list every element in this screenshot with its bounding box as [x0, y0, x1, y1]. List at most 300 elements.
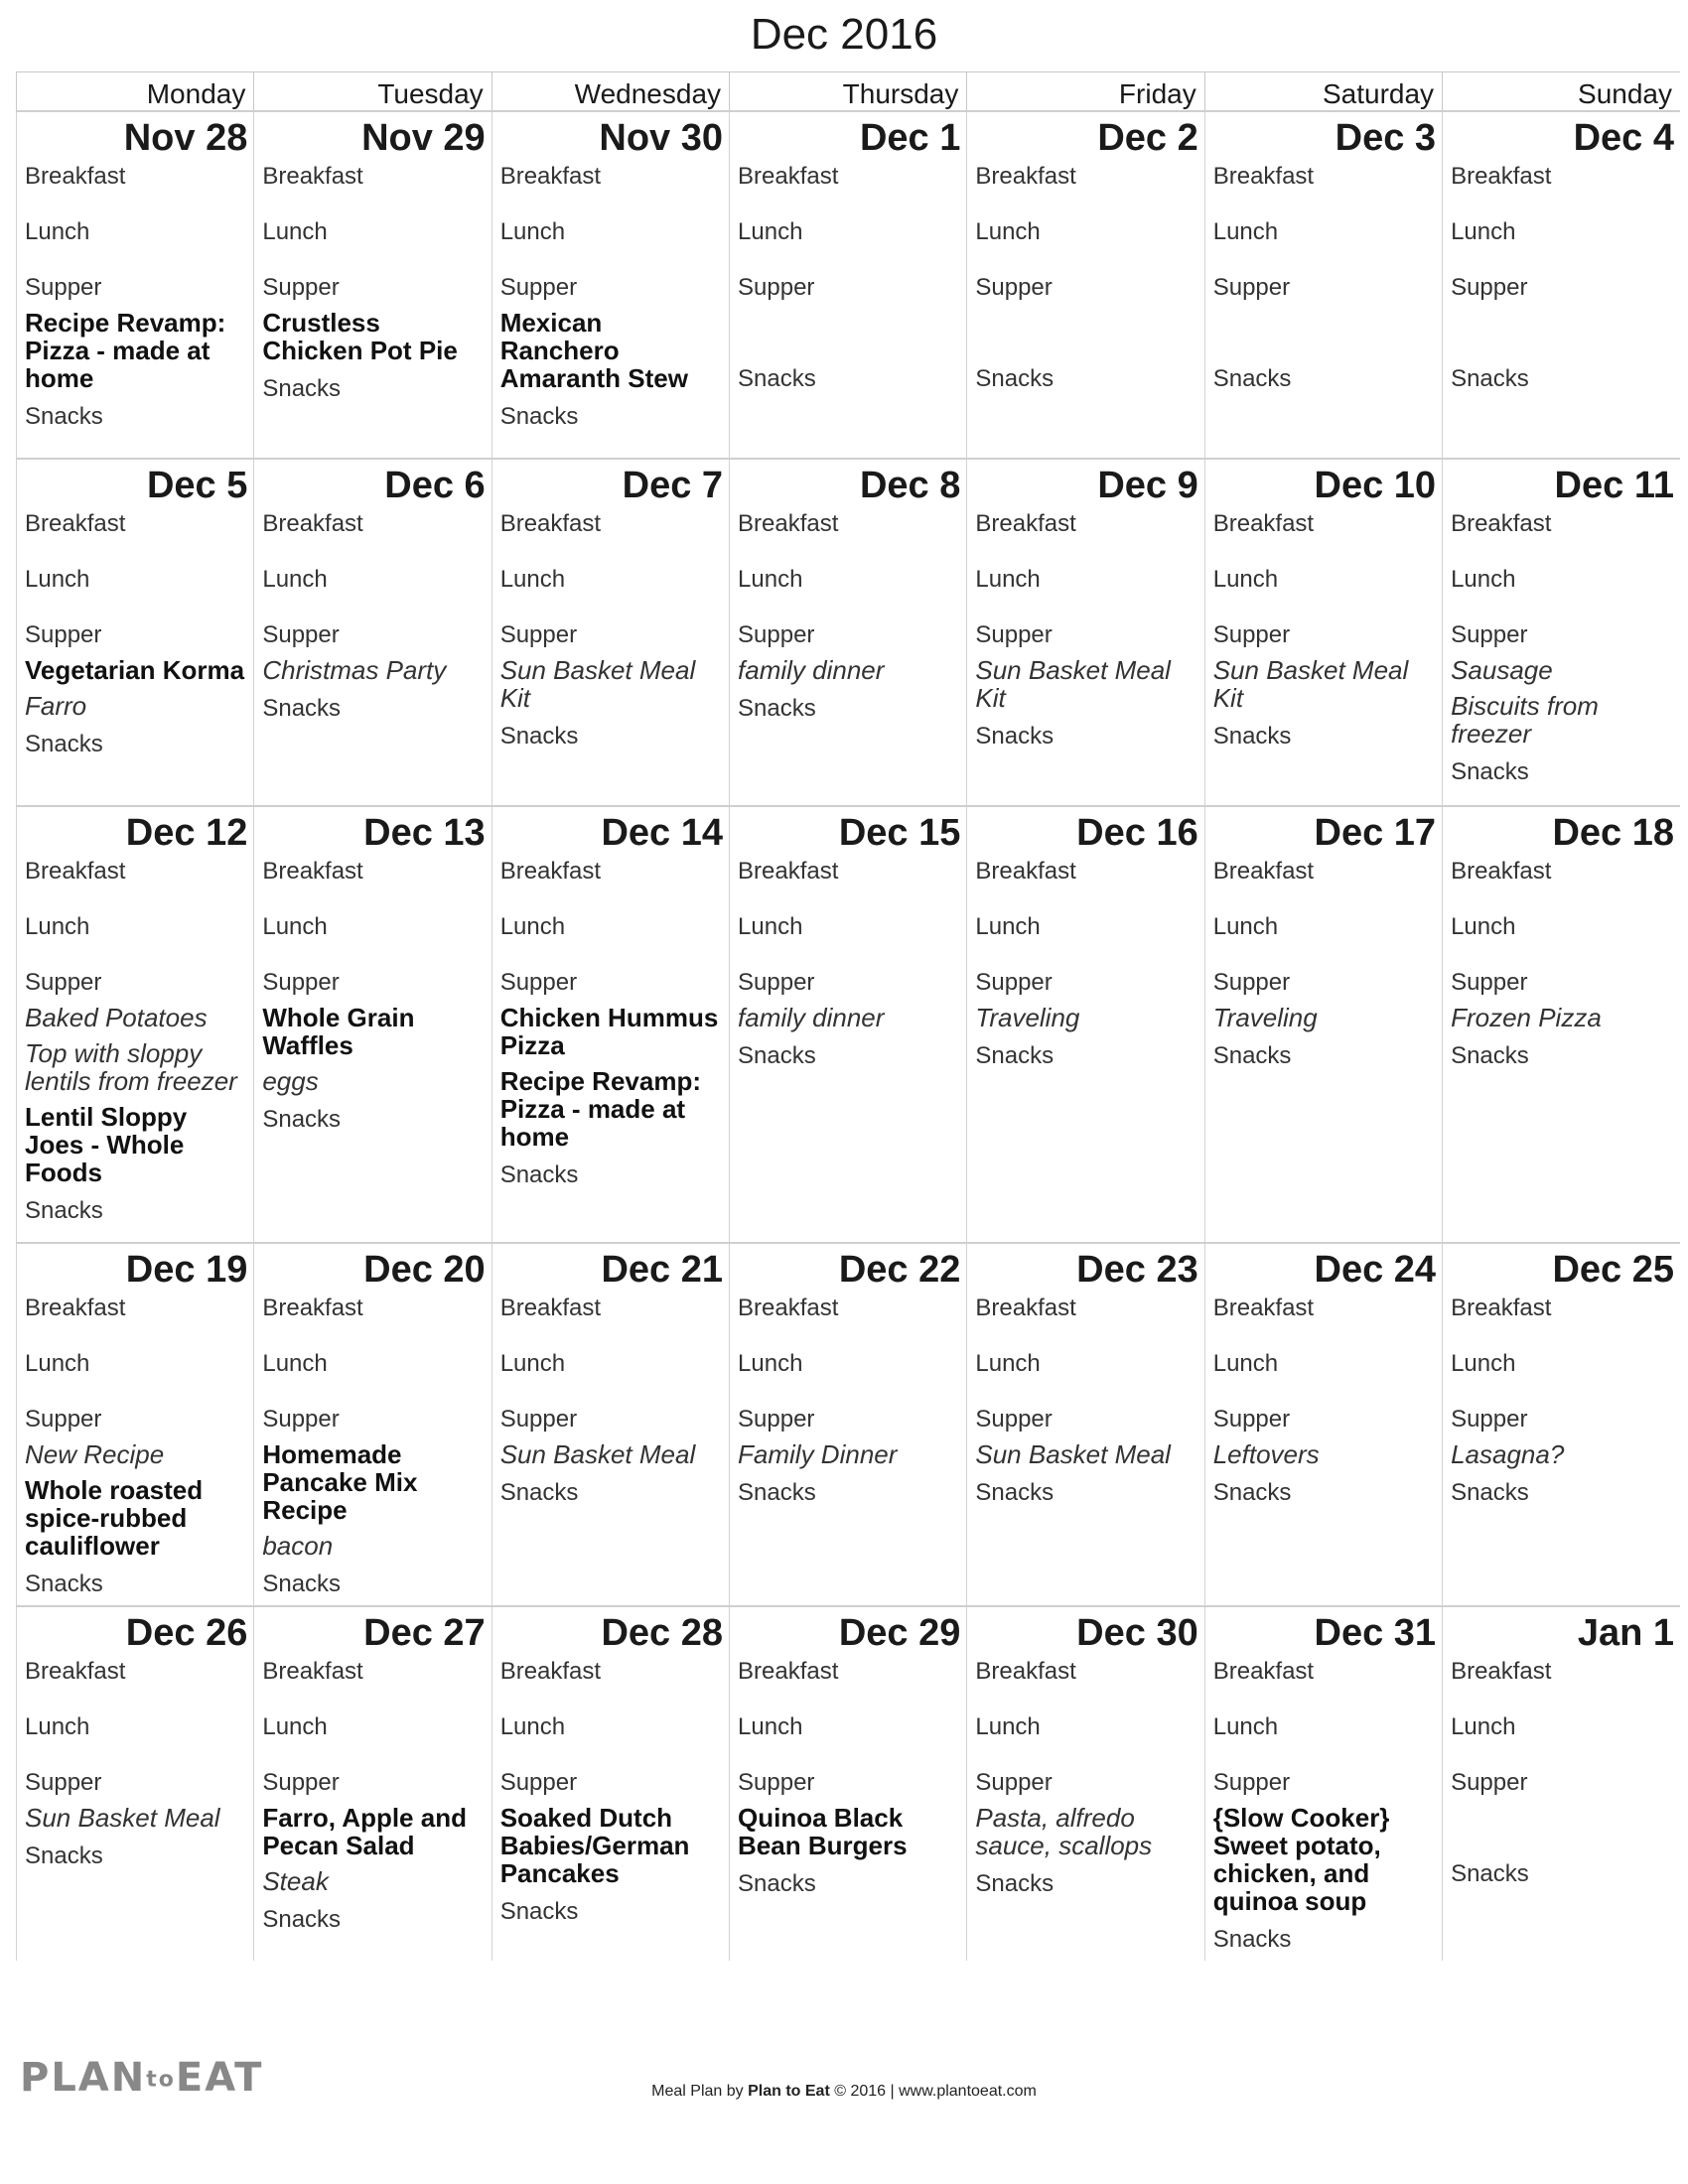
day-date: Dec 21 — [601, 1249, 724, 1291]
supper-label: Supper — [262, 969, 340, 996]
breakfast-label: Breakfast — [499, 510, 602, 537]
day-cell[interactable] — [17, 1243, 254, 1606]
lunch-label: Lunch — [1451, 1713, 1516, 1740]
snacks-label: Snacks — [738, 365, 816, 392]
supper-label: Supper — [25, 1406, 102, 1433]
snacks-label: Snacks — [975, 723, 1055, 750]
day-date: Dec 13 — [363, 812, 486, 854]
empty-supper-spacer — [1213, 303, 1436, 354]
day-cell[interactable] — [967, 1243, 1204, 1606]
snacks-label: Snacks — [1451, 758, 1529, 785]
day-cell[interactable] — [730, 459, 967, 806]
breakfast-label: Breakfast — [262, 510, 363, 537]
breakfast-label: Breakfast — [262, 1658, 363, 1685]
day-cell[interactable] — [17, 459, 254, 806]
weekday-tuesday: Tuesday — [254, 72, 492, 112]
meal-spacer — [975, 247, 1197, 273]
meal-spacer — [975, 192, 1197, 217]
breakfast-label: Breakfast — [499, 163, 602, 190]
meal-spacer — [738, 1379, 960, 1405]
lunch-label: Lunch — [1212, 218, 1279, 245]
supper-label: Supper — [1212, 969, 1291, 996]
supper-dish[interactable]: Christmas Party — [262, 655, 447, 685]
snacks-label: Snacks — [499, 1898, 579, 1925]
snacks-label: Snacks — [25, 1570, 103, 1597]
supper-label: Supper — [25, 1769, 102, 1796]
supper-label: Supper — [738, 621, 815, 648]
day-cell[interactable] — [492, 1606, 729, 1961]
breakfast-label: Breakfast — [975, 858, 1076, 885]
supper-label: Supper — [499, 621, 578, 648]
breakfast-label: Breakfast — [25, 858, 126, 885]
supper-dish[interactable]: Farro — [25, 691, 87, 721]
supper-label: Supper — [262, 274, 340, 301]
lunch-label: Lunch — [25, 218, 90, 245]
day-cell[interactable] — [254, 111, 492, 459]
supper-label: Supper — [262, 1406, 340, 1433]
weekday-thursday: Thursday — [730, 72, 967, 112]
day-cell[interactable] — [17, 111, 254, 459]
meal-spacer — [25, 1687, 247, 1712]
meal-spacer — [500, 1323, 723, 1349]
day-cell[interactable] — [730, 1606, 967, 1961]
supper-label: Supper — [25, 621, 102, 648]
supper-dish[interactable]: Family Dinner — [738, 1439, 898, 1469]
snacks-label: Snacks — [25, 1843, 103, 1869]
snacks-label: Snacks — [499, 723, 579, 750]
meal-spacer — [500, 595, 723, 620]
day-cell[interactable] — [254, 1243, 492, 1606]
logo-text-to: to — [146, 2067, 176, 2093]
supper-label: Supper — [975, 1769, 1053, 1796]
weekday-monday: Monday — [17, 72, 254, 112]
meal-spacer — [262, 1323, 485, 1349]
supper-dish[interactable]: Whole roasted spice-rubbed cauliflower — [25, 1475, 204, 1561]
lunch-label: Lunch — [1451, 1350, 1516, 1377]
supper-dish[interactable]: Baked Potatoes — [25, 1003, 208, 1032]
supper-dish[interactable]: Lasagna? — [1451, 1439, 1565, 1469]
breakfast-label: Breakfast — [975, 163, 1076, 190]
snacks-label: Snacks — [1212, 365, 1292, 392]
supper-dish[interactable]: Quinoa Black Bean Burgers — [738, 1803, 908, 1860]
supper-dish[interactable]: Traveling — [975, 1003, 1080, 1032]
day-cell[interactable] — [1443, 459, 1680, 806]
day-date: Dec 15 — [838, 812, 961, 854]
breakfast-label: Breakfast — [499, 1295, 602, 1321]
supper-dish[interactable]: Biscuits from freezer — [1451, 691, 1599, 749]
breakfast-label: Breakfast — [975, 1295, 1076, 1321]
meal-spacer — [262, 942, 485, 968]
snacks-label: Snacks — [738, 1479, 816, 1506]
snacks-label: Snacks — [975, 1870, 1055, 1897]
empty-supper-spacer — [975, 303, 1197, 354]
lunch-label: Lunch — [262, 218, 328, 245]
supper-dish[interactable]: New Recipe — [25, 1439, 165, 1469]
snacks-label: Snacks — [1212, 1479, 1292, 1506]
day-cell[interactable] — [254, 1606, 492, 1961]
snacks-label: Snacks — [499, 1161, 579, 1188]
snacks-label: Snacks — [262, 1570, 342, 1597]
supper-label: Supper — [738, 274, 815, 301]
breakfast-label: Breakfast — [262, 1295, 363, 1321]
meal-spacer — [500, 539, 723, 565]
meal-spacer — [25, 887, 247, 912]
day-cell[interactable] — [17, 1606, 254, 1961]
meal-spacer — [500, 1742, 723, 1768]
day-cell[interactable] — [1204, 111, 1442, 459]
supper-dish[interactable]: Recipe Revamp: Pizza - made at home — [25, 308, 226, 393]
supper-dish[interactable]: Homemade Pancake Mix Recipe — [262, 1439, 418, 1525]
supper-dish[interactable]: Lentil Sloppy Joes - Whole Foods — [25, 1102, 188, 1187]
supper-label: Supper — [499, 1769, 578, 1796]
lunch-label: Lunch — [975, 218, 1041, 245]
meal-spacer — [738, 539, 960, 565]
meal-spacer — [1213, 887, 1436, 912]
snacks-label: Snacks — [262, 695, 342, 722]
meal-spacer — [1451, 247, 1674, 273]
lunch-label: Lunch — [975, 913, 1041, 940]
lunch-label: Lunch — [738, 1350, 803, 1377]
meal-spacer — [1213, 539, 1436, 565]
lunch-label: Lunch — [499, 566, 566, 593]
supper-label: Supper — [262, 621, 340, 648]
breakfast-label: Breakfast — [1451, 1295, 1552, 1321]
supper-dish[interactable]: Vegetarian Korma — [25, 655, 245, 685]
lunch-label: Lunch — [738, 913, 803, 940]
lunch-label: Lunch — [975, 1350, 1041, 1377]
day-cell[interactable] — [967, 111, 1204, 459]
day-date: Dec 8 — [859, 465, 961, 506]
meal-spacer — [1451, 1742, 1674, 1768]
day-cell[interactable] — [967, 459, 1204, 806]
supper-label: Supper — [738, 1769, 815, 1796]
footer-brand: Plan to Eat — [748, 2083, 830, 2100]
supper-dish[interactable]: Farro, Apple and Pecan Salad — [262, 1803, 467, 1860]
meal-spacer — [1451, 942, 1674, 968]
lunch-label: Lunch — [738, 1713, 803, 1740]
supper-dish[interactable]: Sun Basket Meal Kit — [1212, 655, 1409, 713]
supper-label: Supper — [1212, 621, 1291, 648]
meal-spacer — [1451, 192, 1674, 217]
supper-label: Supper — [975, 274, 1053, 301]
day-date: Jan 1 — [1577, 1612, 1674, 1654]
supper-dish[interactable]: Chicken Hummus Pizza — [499, 1003, 719, 1060]
supper-dish[interactable]: Leftovers — [1212, 1439, 1320, 1469]
day-date: Dec 4 — [1573, 117, 1674, 159]
lunch-label: Lunch — [25, 1350, 90, 1377]
lunch-label: Lunch — [975, 1713, 1041, 1740]
empty-supper-spacer — [738, 303, 960, 354]
meal-spacer — [1213, 247, 1436, 273]
day-cell[interactable] — [730, 111, 967, 459]
supper-label: Supper — [1451, 969, 1528, 996]
breakfast-label: Breakfast — [738, 510, 839, 537]
footer-prefix: Meal Plan by — [651, 2083, 749, 2100]
supper-label: Supper — [262, 1769, 340, 1796]
day-cell[interactable] — [967, 806, 1204, 1243]
lunch-label: Lunch — [25, 1713, 90, 1740]
supper-label: Supper — [499, 1406, 578, 1433]
supper-dish[interactable]: Traveling — [1212, 1003, 1318, 1032]
snacks-label: Snacks — [1451, 365, 1529, 392]
meal-spacer — [500, 887, 723, 912]
day-date: Dec 28 — [601, 1612, 724, 1654]
supper-label: Supper — [1451, 621, 1528, 648]
snacks-label: Snacks — [975, 1042, 1055, 1069]
breakfast-label: Breakfast — [25, 510, 126, 537]
day-cell[interactable] — [730, 806, 967, 1243]
day-cell[interactable] — [1443, 111, 1680, 459]
snacks-label: Snacks — [499, 403, 579, 430]
day-cell[interactable] — [17, 806, 254, 1243]
meal-spacer — [975, 1379, 1197, 1405]
day-date: Dec 25 — [1552, 1249, 1674, 1291]
meal-spacer — [500, 247, 723, 273]
day-date: Dec 30 — [1076, 1612, 1198, 1654]
empty-supper-spacer — [1451, 1798, 1674, 1849]
supper-label: Supper — [25, 274, 102, 301]
supper-dish[interactable]: Sun Basket Meal Kit — [499, 655, 696, 713]
snacks-label: Snacks — [262, 1906, 342, 1933]
supper-label: Supper — [1212, 274, 1291, 301]
breakfast-label: Breakfast — [262, 858, 363, 885]
breakfast-label: Breakfast — [25, 1658, 126, 1685]
supper-dish[interactable]: eggs — [262, 1066, 319, 1096]
meal-spacer — [975, 539, 1197, 565]
day-date: Dec 23 — [1076, 1249, 1198, 1291]
breakfast-label: Breakfast — [738, 1295, 839, 1321]
breakfast-label: Breakfast — [975, 510, 1076, 537]
meal-spacer — [1451, 1687, 1674, 1712]
meal-spacer — [500, 192, 723, 217]
day-date: Dec 9 — [1097, 465, 1198, 506]
day-date: Dec 12 — [125, 812, 248, 854]
supper-dish[interactable]: {Slow Cooker} Sweet potato, chicken, and quinoa soup — [1212, 1803, 1390, 1916]
meal-spacer — [262, 595, 485, 620]
day-cell[interactable] — [1443, 1243, 1680, 1606]
breakfast-label: Breakfast — [1451, 858, 1552, 885]
supper-dish[interactable]: Pasta, alfredo sauce, scallops — [975, 1803, 1153, 1860]
lunch-label: Lunch — [738, 218, 803, 245]
breakfast-label: Breakfast — [1212, 1658, 1315, 1685]
lunch-label: Lunch — [25, 913, 90, 940]
supper-label: Supper — [499, 274, 578, 301]
day-date: Dec 2 — [1097, 117, 1198, 159]
meal-spacer — [1451, 1323, 1674, 1349]
breakfast-label: Breakfast — [975, 1658, 1076, 1685]
day-cell[interactable] — [1204, 1243, 1442, 1606]
supper-dish[interactable]: Sun Basket Meal Kit — [975, 655, 1171, 713]
lunch-label: Lunch — [499, 218, 566, 245]
logo-text-eat: EAT — [175, 2055, 264, 2101]
day-cell[interactable] — [492, 459, 729, 806]
day-date: Dec 20 — [363, 1249, 486, 1291]
supper-dish[interactable]: Frozen Pizza — [1451, 1003, 1602, 1032]
breakfast-label: Breakfast — [25, 1295, 126, 1321]
lunch-label: Lunch — [1451, 218, 1516, 245]
weekday-friday: Friday — [967, 72, 1204, 112]
supper-label: Supper — [499, 969, 578, 996]
supper-label: Supper — [1451, 1769, 1528, 1796]
meal-spacer — [1451, 1379, 1674, 1405]
meal-spacer — [738, 595, 960, 620]
day-date: Dec 18 — [1552, 812, 1674, 854]
snacks-label: Snacks — [25, 403, 103, 430]
supper-dish[interactable]: bacon — [262, 1531, 334, 1561]
meal-spacer — [975, 1742, 1197, 1768]
breakfast-label: Breakfast — [1212, 1295, 1315, 1321]
meal-spacer — [1213, 942, 1436, 968]
day-cell[interactable] — [492, 111, 729, 459]
breakfast-label: Breakfast — [499, 858, 602, 885]
snacks-label: Snacks — [1451, 1042, 1529, 1069]
supper-dish[interactable]: Mexican Ranchero Amaranth Stew — [499, 308, 688, 393]
breakfast-label: Breakfast — [738, 858, 839, 885]
day-date: Dec 17 — [1314, 812, 1437, 854]
meal-spacer — [262, 247, 485, 273]
lunch-label: Lunch — [499, 1713, 566, 1740]
meal-spacer — [1451, 539, 1674, 565]
day-cell[interactable] — [492, 806, 729, 1243]
supper-dish[interactable]: Sausage — [1451, 655, 1553, 685]
lunch-label: Lunch — [1212, 1713, 1279, 1740]
week-row — [17, 459, 1681, 806]
meal-spacer — [1451, 595, 1674, 620]
day-cell[interactable] — [730, 1243, 967, 1606]
day-cell[interactable] — [1443, 806, 1680, 1243]
supper-dish[interactable]: Sun Basket Meal — [975, 1439, 1171, 1469]
meal-spacer — [25, 539, 247, 565]
supper-dish[interactable]: family dinner — [738, 1003, 885, 1032]
day-date: Dec 5 — [146, 465, 248, 506]
supper-label: Supper — [1212, 1406, 1291, 1433]
supper-dish[interactable]: Recipe Revamp: Pizza - made at home — [499, 1066, 701, 1152]
breakfast-label: Breakfast — [262, 163, 363, 190]
meal-spacer — [262, 1687, 485, 1712]
lunch-label: Lunch — [262, 1713, 328, 1740]
meal-spacer — [500, 1379, 723, 1405]
lunch-label: Lunch — [499, 1350, 566, 1377]
supper-label: Supper — [975, 969, 1053, 996]
meal-spacer — [975, 887, 1197, 912]
supper-dish[interactable]: Soaked Dutch Babies/German Pancakes — [499, 1803, 690, 1888]
week-row — [17, 1243, 1681, 1606]
supper-label: Supper — [1212, 1769, 1291, 1796]
week-row — [17, 111, 1681, 459]
lunch-label: Lunch — [738, 566, 803, 593]
day-date: Dec 11 — [1554, 465, 1674, 506]
footer-credit — [0, 2083, 1688, 2101]
meal-spacer — [975, 1323, 1197, 1349]
day-cell[interactable] — [1204, 806, 1442, 1243]
snacks-label: Snacks — [975, 1479, 1055, 1506]
breakfast-label: Breakfast — [499, 1658, 602, 1685]
supper-dish[interactable]: Crustless Chicken Pot Pie — [262, 308, 458, 365]
meal-spacer — [1213, 595, 1436, 620]
supper-label: Supper — [738, 1406, 815, 1433]
breakfast-label: Breakfast — [25, 163, 126, 190]
snacks-label: Snacks — [738, 1042, 816, 1069]
supper-label: Supper — [25, 969, 102, 996]
meal-spacer — [738, 192, 960, 217]
snacks-label: Snacks — [262, 375, 342, 402]
supper-dish[interactable]: Top with sloppy lentils from freezer — [25, 1038, 237, 1096]
snacks-label: Snacks — [1451, 1479, 1529, 1506]
day-cell[interactable] — [1443, 1606, 1680, 1961]
supper-dish[interactable]: Steak — [262, 1866, 329, 1896]
meal-spacer — [25, 1323, 247, 1349]
breakfast-label: Breakfast — [738, 1658, 839, 1685]
meal-spacer — [975, 1687, 1197, 1712]
meal-spacer — [262, 1379, 485, 1405]
breakfast-label: Breakfast — [1212, 510, 1315, 537]
snacks-label: Snacks — [25, 1197, 103, 1224]
supper-dish[interactable]: Whole Grain Waffles — [262, 1003, 415, 1060]
day-date: Nov 30 — [599, 117, 724, 159]
snacks-label: Snacks — [1212, 1042, 1292, 1069]
meal-spacer — [1213, 1323, 1436, 1349]
day-date: Dec 14 — [601, 812, 724, 854]
meal-calendar — [16, 71, 1680, 1961]
day-date: Nov 28 — [123, 117, 248, 159]
day-cell[interactable] — [492, 1243, 729, 1606]
day-cell[interactable] — [254, 806, 492, 1243]
day-cell[interactable] — [1204, 459, 1442, 806]
logo-text-plan: PLAN — [20, 2055, 147, 2101]
lunch-label: Lunch — [1451, 566, 1516, 593]
lunch-label: Lunch — [262, 913, 328, 940]
meal-spacer — [1451, 887, 1674, 912]
meal-spacer — [25, 595, 247, 620]
day-date: Dec 3 — [1335, 117, 1437, 159]
supper-label: Supper — [975, 621, 1053, 648]
supper-label: Supper — [1451, 274, 1528, 301]
snacks-label: Snacks — [1451, 1860, 1529, 1887]
meal-spacer — [738, 942, 960, 968]
meal-spacer — [738, 1687, 960, 1712]
meal-spacer — [1213, 192, 1436, 217]
snacks-label: Snacks — [25, 731, 103, 757]
weekday-wednesday: Wednesday — [492, 72, 729, 112]
day-cell[interactable] — [967, 1606, 1204, 1961]
supper-dish[interactable]: Sun Basket Meal — [499, 1439, 696, 1469]
meal-spacer — [738, 1742, 960, 1768]
meal-spacer — [738, 247, 960, 273]
supper-dish[interactable]: family dinner — [738, 655, 885, 685]
snacks-label: Snacks — [1212, 1926, 1292, 1953]
supper-dish[interactable]: Sun Basket Meal — [25, 1803, 220, 1833]
meal-spacer — [1213, 1379, 1436, 1405]
meal-spacer — [738, 887, 960, 912]
breakfast-label: Breakfast — [1451, 1658, 1552, 1685]
lunch-label: Lunch — [975, 566, 1041, 593]
day-date: Dec 26 — [125, 1612, 248, 1654]
meal-spacer — [262, 1742, 485, 1768]
meal-spacer — [738, 1323, 960, 1349]
meal-spacer — [500, 942, 723, 968]
meal-spacer — [262, 887, 485, 912]
lunch-label: Lunch — [262, 566, 328, 593]
meal-spacer — [25, 1379, 247, 1405]
day-cell[interactable] — [1204, 1606, 1442, 1961]
snacks-label: Snacks — [738, 695, 816, 722]
lunch-label: Lunch — [1212, 566, 1279, 593]
lunch-label: Lunch — [25, 566, 90, 593]
snacks-label: Snacks — [499, 1479, 579, 1506]
empty-supper-spacer — [1451, 303, 1674, 354]
week-row — [17, 806, 1681, 1243]
day-cell[interactable] — [254, 459, 492, 806]
